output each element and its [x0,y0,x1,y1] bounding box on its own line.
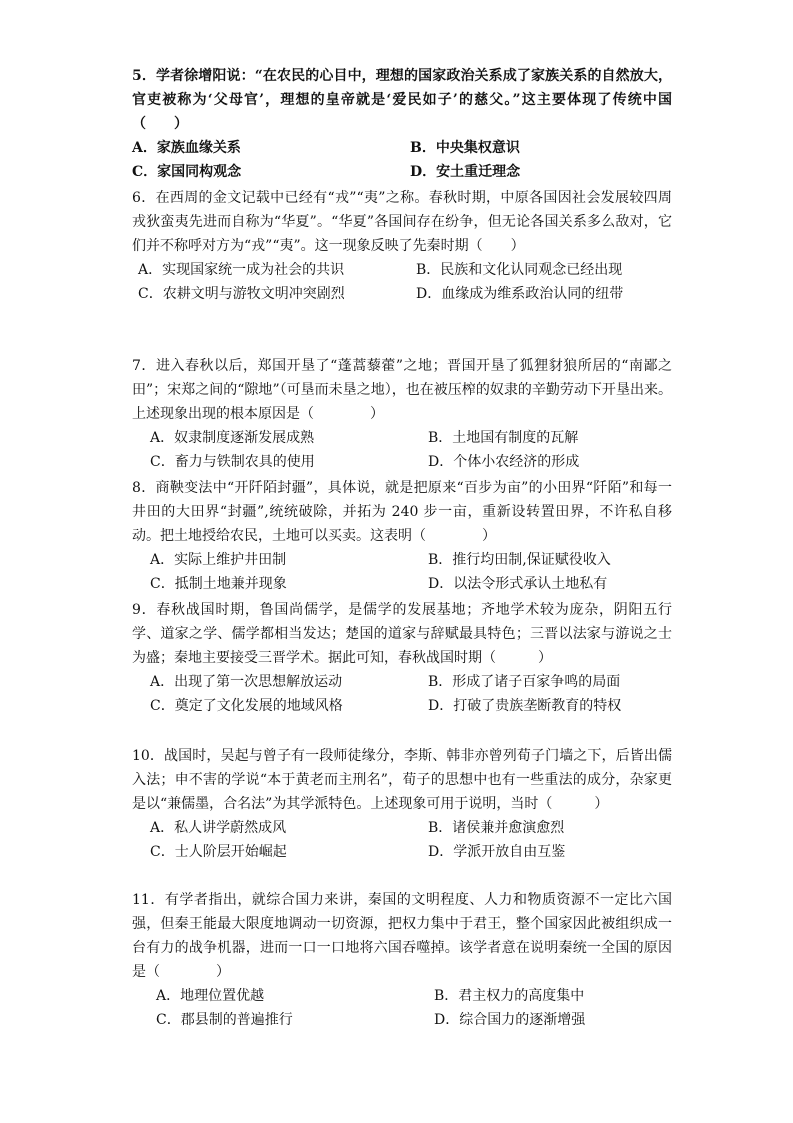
option-d: D．学派开放自由互鉴 [428,844,566,860]
option-b: B．诸侯兼并愈演愈烈 [428,820,565,836]
option-c: C．奠定了文化发展的地域风格 [150,698,343,714]
option-d: D．以法令形式承认土地私有 [428,576,608,592]
question-options [132,548,672,596]
question-10 [132,744,672,864]
question-options [132,984,672,1032]
option-d: D．打破了贵族垄断教育的特权 [428,698,622,714]
question-9 [132,598,672,718]
option-b: B．君主权力的高度集中 [434,988,585,1004]
option-b: B．民族和文化认同观念已经出现 [416,262,623,278]
option-c: C．农耕文明与游牧文明冲突剧烈 [138,286,345,302]
option-c: C．郡县制的普遍推行 [156,1012,293,1028]
option-a: A．地理位置优越 [156,988,265,1004]
question-stem: 10．战国时，吴起与曾子有一段师徒缘分，李斯、韩非亦曾列荀子门墙之下，后皆出儒入法；申不害的学说“本于黄老而主刑名”，荀子的思想中也有一些重法的成分，杂家更是以“兼儒墨，合名法”为其学派特色。上述现象可用于说明，当时（ ） [132,748,672,812]
question-options [132,136,672,184]
option-b: B．土地国有制度的瓦解 [428,430,579,446]
question-stem: 7．进入春秋以后，郑国开垦了“蓬蒿藜藿”之地；晋国开垦了狐狸豺狼所居的“南鄙之田”；宋郑之间的“隙地”（可垦而未垦之地），也在被压榨的奴隶的辛勤劳动下开垦出来。上述现象出现的根本原因是（ ） [132,358,672,422]
question-7 [132,354,672,474]
question-stem: 9．春秋战国时期，鲁国尚儒学，是儒学的发展基地；齐地学术较为庞杂，阴阳五行学、道家之学、儒学都相当发达；楚国的道家与辞赋最具特色；三晋以法家与游说之士为盛；秦地主要接受三晋学术。据此可知，春秋战国时期（ ） [132,602,672,666]
option-d: D．个体小农经济的形成 [428,454,580,470]
option-b: B．推行均田制,保证赋役收入 [428,552,611,568]
question-stem: 6．在西周的金文记载中已经有“戎”“夷”之称。春秋时期，中原各国因社会发展较四周戎狄蛮夷先进而自称为“华夏”。“华夏”各国间存在纷争，但无论各国关系多么敌对，它们并不称呼对方为“戎”“夷”。这一现象反映了先秦时期（ ） [132,190,672,254]
option-a: A．实际上维护井田制 [150,552,287,568]
option-d: D．安土重迁理念 [410,164,521,180]
option-c: C．抵制土地兼并现象 [150,576,287,592]
question-stem: 8．商鞅变法中“开阡陌封疆”，具体说，就是把原来“百步为亩”的小田界“阡陌”和每一井田的大田界“封疆”,统统破除，并拓为 240 步一亩，重新设转置田界，不许私自移动。把土地授给农民，土地可以买卖。这表明（ ） [132,480,672,544]
option-a: A．出现了第一次思想解放运动 [150,674,343,690]
question-6 [132,186,672,306]
question-5 [132,64,672,184]
option-a: A．实现国家统一成为社会的共识 [138,262,345,278]
question-stem: 11．有学者指出，就综合国力来讲，秦国的文明程度、人力和物质资源不一定比六国强，但秦王能最大限度地调动一切资源，把权力集中于君王，整个国家因此被组织成一台有力的战争机器，进而一口一口地将六国吞噬掉。该学者意在说明秦统一全国的原因是（ ） [132,892,672,980]
option-c: C．家国同构观念 [132,164,242,180]
option-d: D．综合国力的逐渐增强 [434,1012,586,1028]
option-a: A．家族血缘关系 [132,140,241,156]
question-options [132,426,672,474]
option-a: A．私人讲学蔚然成风 [150,820,287,836]
question-8 [132,476,672,596]
question-options [132,258,672,306]
question-options [132,670,672,718]
option-b: B．形成了诸子百家争鸣的局面 [428,674,621,690]
question-stem: 5．学者徐增阳说：“在农民的心目中，理想的国家政治关系成了家族关系的自然放大，官吏被称为‘父母官’，理想的皇帝就是‘爱民如子’的慈父。”这主要体现了传统中国（ ） [132,68,672,132]
question-options [132,816,672,864]
option-c: C．士人阶层开始崛起 [150,844,287,860]
option-d: D．血缘成为维系政治认同的纽带 [416,286,624,302]
option-b: B．中央集权意识 [410,140,520,156]
option-c: C．畜力与铁制农具的使用 [150,454,315,470]
option-a: A．奴隶制度逐渐发展成熟 [150,430,315,446]
question-11 [132,888,672,1032]
